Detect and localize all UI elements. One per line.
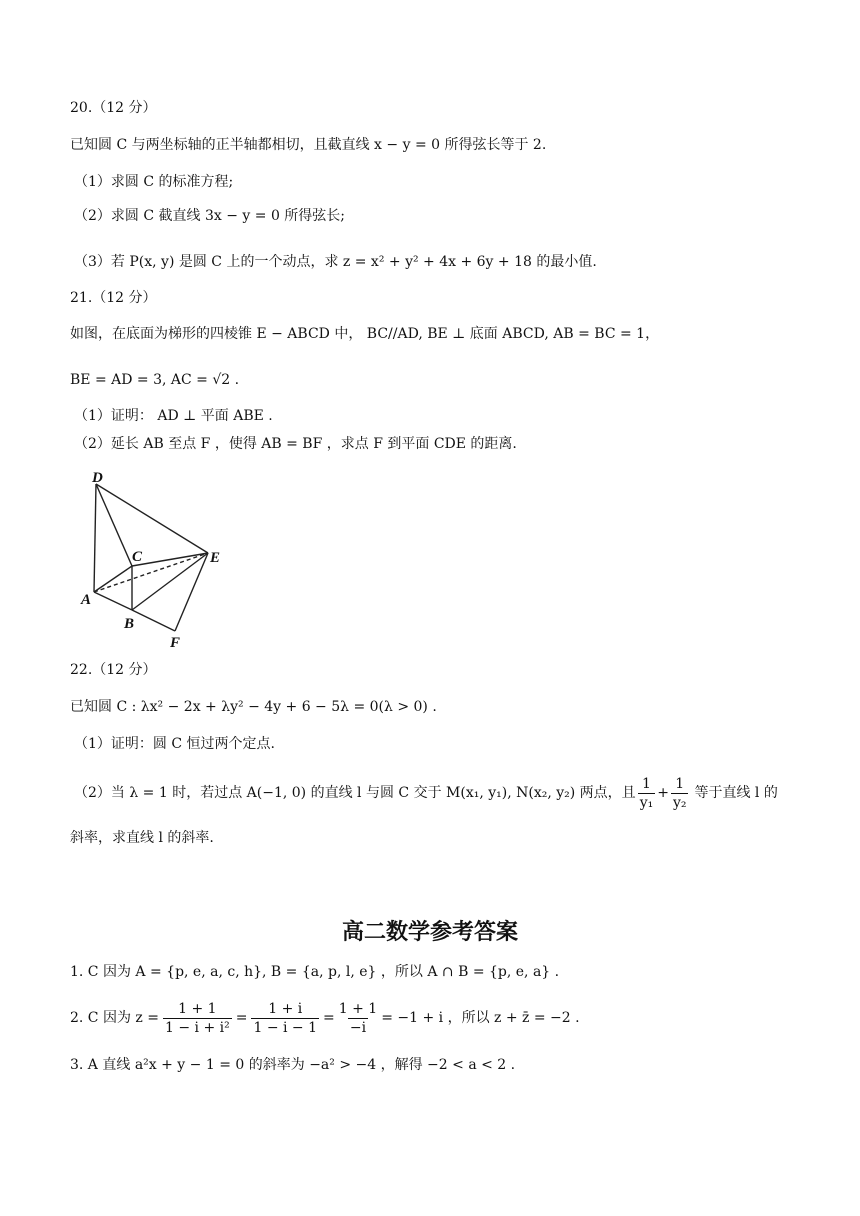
q22-part2-line1 (74, 770, 778, 816)
frac2-numerator: 1 (675, 775, 685, 792)
label-C: C (132, 549, 143, 565)
q20-stem: 已知圆 C 与两坐标轴的正半轴都相切，且截直线 x − y = 0 所得弦长等于 2. (70, 137, 547, 153)
q22-stem: 已知圆 C : λx² − 2x + λy² − 4y + 6 − 5λ = 0(λ > 0) . (70, 699, 437, 715)
answer-2-prefix: 2. C 因为 z = (70, 1010, 159, 1026)
q20-header: 20.（12 分） (70, 100, 157, 116)
answer-2-equals-1: = (235, 1010, 248, 1026)
q22-part2-text-b: 等于直线 l 的 (694, 785, 778, 801)
frac2-denominator: y₂ (672, 794, 687, 811)
a2-f2-denominator: 1 − i − 1 (253, 1019, 318, 1036)
label-A: A (81, 592, 92, 608)
frac1-denominator: y₁ (639, 794, 654, 811)
answer-2-suffix: = −1 + i ，所以 z + z̄ = −2 . (381, 1010, 580, 1026)
answer-2-equals-2: = (323, 1010, 335, 1026)
plus-sign: + (657, 785, 669, 801)
edge-AB (94, 592, 132, 610)
q21-stem-line1: 如图，在底面为梯形的四棱锥 E − ABCD 中， BC//AD, BE ⊥ 底面 ABCD, AB = BC = 1， (70, 326, 660, 342)
label-E: E (210, 550, 221, 566)
a2-f3-numerator: 1 + 1 (338, 1000, 378, 1017)
pyramid-figure (78, 468, 238, 653)
edge-BF (132, 610, 175, 631)
q22-part2-text-a: （2）当 λ = 1 时，若过点 A(−1, 0) 的直线 l 与圆 C 交于 M(x₁, y₁), N(x₂, y₂) 两点，且 (74, 785, 636, 801)
q20-part1: （1）求圆 C 的标准方程; (74, 174, 234, 190)
edge-DA (94, 484, 96, 592)
q20-part3: （3）若 P(x, y) 是圆 C 上的一个动点，求 z = x² + y² + 4x + 6y + 18 的最小值. (74, 254, 597, 270)
label-D: D (92, 470, 103, 486)
label-B: B (124, 616, 135, 632)
label-F: F (170, 635, 181, 651)
a2-f2-numerator: 1 + i (268, 1000, 303, 1017)
answer-2 (70, 996, 580, 1040)
answer-2-fraction-1 (163, 1000, 232, 1037)
q21-stem-line2: BE = AD = 3, AC = √2 . (70, 372, 240, 388)
q21-part2: （2）延长 AB 至点 F ，使得 AB = BF ，求点 F 到平面 CDE 的距离. (74, 436, 517, 452)
answer-1: 1. C 因为 A = {p, e, a, c, h}, B = {a, p, l, e} ，所以 A ∩ B = {p, e, a} . (70, 964, 560, 980)
answer-3: 3. A 直线 a²x + y − 1 = 0 的斜率为 −a² > −4 ，解得 −2 < a < 2 . (70, 1057, 516, 1073)
a2-f1-denominator: 1 − i + i² (164, 1019, 230, 1036)
edge-AC (94, 566, 132, 592)
q22-part1: （1）证明：圆 C 恒过两个定点. (74, 736, 275, 752)
a2-f1-numerator: 1 + 1 (178, 1000, 217, 1017)
q21-header: 21.（12 分） (70, 290, 157, 306)
answers-title: 高二数学参考答案 (341, 920, 518, 945)
fraction-1-over-y2 (671, 775, 689, 812)
q21-part1: （1）证明： AD ⊥ 平面 ABE . (74, 408, 273, 424)
frac1-numerator: 1 (641, 775, 651, 792)
answer-2-fraction-2 (251, 1000, 319, 1037)
edge-AE-dashed (94, 553, 208, 592)
fraction-1-over-y1 (638, 775, 656, 812)
edge-CE (132, 553, 208, 566)
answer-2-fraction-3 (339, 1000, 377, 1037)
edge-DE (96, 484, 208, 553)
edge-DC (96, 484, 132, 566)
a2-f3-denominator: −i (349, 1019, 367, 1036)
q20-part2: （2）求圆 C 截直线 3x − y = 0 所得弦长; (74, 208, 346, 224)
q22-part2-line2: 斜率，求直线 l 的斜率. (70, 830, 214, 846)
q22-header: 22.（12 分） (70, 662, 157, 678)
